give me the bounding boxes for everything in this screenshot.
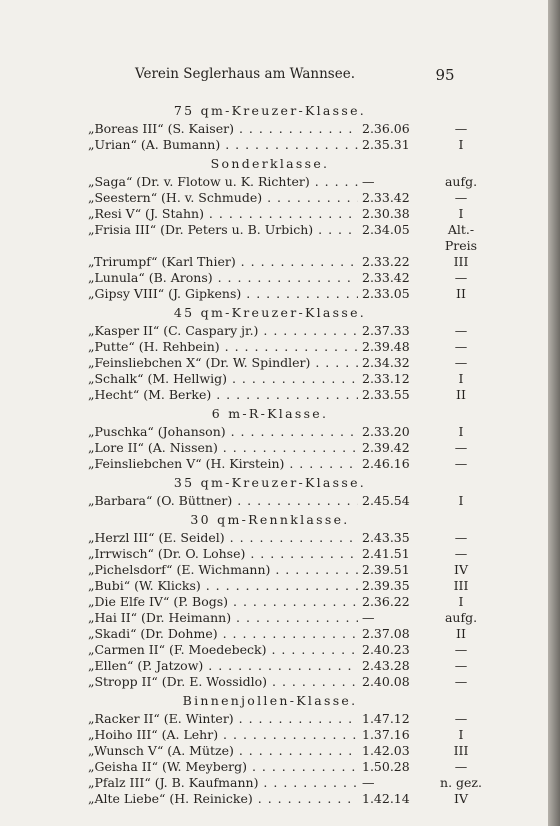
placing: —	[454, 456, 468, 471]
class-heading: 30 qm-Rennklasse.	[190, 512, 350, 527]
finish-time: 2.30.38	[360, 206, 426, 222]
boat-entry: „Herzl III“ (E. Seidel) . . .	[88, 530, 358, 546]
finish-time: 1.47.12	[360, 711, 426, 727]
finish-time: 2.39.48	[360, 339, 426, 355]
finish-time: 2.35.31	[360, 137, 426, 153]
page-number: 95	[435, 66, 455, 84]
result-row	[0, 578, 548, 594]
placing: —	[454, 323, 468, 338]
finish-time: 2.40.08	[360, 674, 426, 690]
placing: II	[456, 626, 466, 641]
boat-entry: „Lunula“ (B. Arons) . . .	[88, 270, 358, 286]
result-row	[0, 674, 548, 690]
result-row	[0, 440, 548, 456]
placing: I	[458, 727, 464, 742]
boat-entry: „Seestern“ (H. v. Schmude) . . .	[88, 190, 358, 206]
placing: n. gez.	[440, 775, 482, 790]
result-row	[0, 594, 548, 610]
boat-entry: „Ellen“ (P. Jatzow) . . .	[88, 658, 358, 674]
placing: —	[454, 546, 468, 561]
result-row	[0, 254, 548, 270]
result-row	[0, 424, 548, 440]
result-row	[0, 387, 548, 403]
finish-time: 2.43.28	[360, 658, 426, 674]
boat-entry: „Gipsy VIII“ (J. Gipkens) . . .	[88, 286, 358, 302]
finish-time: —	[360, 174, 426, 190]
placing: II	[456, 387, 466, 402]
result-row	[0, 339, 548, 355]
boat-entry: „Frisia III“ (Dr. Peters u. B. Urbich) . . .	[88, 222, 358, 238]
results-list	[0, 100, 548, 807]
boat-entry: „Barbara“ (O. Büttner) . . .	[88, 493, 358, 509]
result-row	[0, 727, 548, 743]
boat-entry: „Lore II“ (A. Nissen) . . .	[88, 440, 358, 456]
boat-entry: „Resi V“ (J. Stahn) . . .	[88, 206, 358, 222]
boat-entry: „Pichelsdorf“ (E. Wichmann) . . .	[88, 562, 358, 578]
result-row	[0, 775, 548, 791]
running-header: Verein Seglerhaus am Wannsee.	[134, 66, 356, 82]
result-row	[0, 610, 548, 626]
result-row	[0, 791, 548, 807]
boat-entry: „Racker II“ (E. Winter) . . .	[88, 711, 358, 727]
placing: —	[454, 355, 468, 370]
result-row	[0, 456, 548, 472]
boat-entry: „Geisha II“ (W. Meyberg) . . .	[88, 759, 358, 775]
boat-entry: „Hai II“ (Dr. Heimann) . . .	[88, 610, 358, 626]
finish-time: —	[360, 610, 426, 626]
placing: I	[458, 424, 464, 439]
finish-time: 1.50.28	[360, 759, 426, 775]
result-row	[0, 121, 548, 137]
class-heading: 45 qm-Kreuzer-Klasse.	[173, 305, 367, 320]
finish-time: —	[360, 775, 426, 791]
result-row	[0, 530, 548, 546]
placing: III	[453, 578, 469, 593]
boat-entry: „Kasper II“ (C. Caspary jr.) . . .	[88, 323, 358, 339]
placing: I	[458, 206, 464, 221]
result-row	[0, 286, 548, 302]
placing: III	[453, 743, 469, 758]
result-row	[0, 137, 548, 153]
result-row	[0, 270, 548, 286]
result-row	[0, 206, 548, 222]
boat-entry: „Skadi“ (Dr. Dohme) . . .	[88, 626, 358, 642]
placing: —	[454, 711, 468, 726]
finish-time: 2.39.35	[360, 578, 426, 594]
boat-entry: „Boreas III“ (S. Kaiser) . . .	[88, 121, 358, 137]
result-row	[0, 371, 548, 387]
class-heading: 35 qm-Kreuzer-Klasse.	[173, 475, 367, 490]
finish-time: 2.34.32	[360, 355, 426, 371]
result-row	[0, 711, 548, 727]
finish-time: 2.33.22	[360, 254, 426, 270]
finish-time: 2.41.51	[360, 546, 426, 562]
finish-time: 1.42.14	[360, 791, 426, 807]
placing: —	[454, 530, 468, 545]
placing: Alt.-	[447, 222, 475, 237]
placing: —	[454, 190, 468, 205]
boat-entry: „Hecht“ (M. Berke) . . .	[88, 387, 358, 403]
placing: aufg.	[444, 174, 478, 189]
placing: I	[458, 371, 464, 386]
result-row	[0, 626, 548, 642]
result-row	[0, 562, 548, 578]
placing: —	[454, 658, 468, 673]
boat-entry: „Irrwisch“ (Dr. O. Lohse) . . .	[88, 546, 358, 562]
placing: II	[456, 286, 466, 301]
finish-time: 2.36.22	[360, 594, 426, 610]
placing: III	[453, 254, 469, 269]
finish-time: 2.40.23	[360, 642, 426, 658]
finish-time: 2.37.33	[360, 323, 426, 339]
boat-entry: „Saga“ (Dr. v. Flotow u. K. Richter) . . .	[88, 174, 358, 190]
finish-time: 2.34.05	[360, 222, 426, 238]
class-heading: Sonderklasse.	[210, 156, 330, 171]
result-row	[0, 642, 548, 658]
placing: —	[454, 674, 468, 689]
boat-entry: „Schalk“ (M. Hellwig) . . .	[88, 371, 358, 387]
finish-time: 2.39.51	[360, 562, 426, 578]
placing: —	[454, 440, 468, 455]
finish-time: 2.37.08	[360, 626, 426, 642]
result-row	[0, 323, 548, 339]
finish-time: 2.39.42	[360, 440, 426, 456]
finish-time: 2.33.12	[360, 371, 426, 387]
boat-entry: „Trirumpf“ (Karl Thier) . . .	[88, 254, 358, 270]
finish-time: 2.33.05	[360, 286, 426, 302]
placing: IV	[454, 562, 468, 577]
boat-entry: „Puschka“ (Johanson) . . .	[88, 424, 358, 440]
placing: —	[454, 121, 468, 136]
placing: I	[458, 493, 464, 508]
finish-time: 2.46.16	[360, 456, 426, 472]
finish-time: 2.45.54	[360, 493, 426, 509]
boat-entry: „Die Elfe IV“ (P. Bogs) . . .	[88, 594, 358, 610]
finish-time: 2.33.42	[360, 190, 426, 206]
result-row	[0, 658, 548, 674]
boat-entry: „Urian“ (A. Bumann) . . .	[88, 137, 358, 153]
placing: I	[458, 594, 464, 609]
finish-time: 1.42.03	[360, 743, 426, 759]
result-row	[0, 759, 548, 775]
boat-entry: „Alte Liebe“ (H. Reinicke) . . .	[88, 791, 358, 807]
result-row	[0, 546, 548, 562]
page-edge-shadow	[548, 0, 560, 826]
result-row	[0, 174, 548, 190]
result-row	[0, 743, 548, 759]
class-heading: 75 qm-Kreuzer-Klasse.	[173, 103, 367, 118]
result-row	[0, 493, 548, 509]
boat-entry: „Feinsliebchen V“ (H. Kirstein) . . .	[88, 456, 358, 472]
placing: aufg.	[444, 610, 478, 625]
boat-entry: „Stropp II“ (Dr. E. Wossidlo) . . .	[88, 674, 358, 690]
placing-continued: Preis	[444, 238, 478, 253]
placing: I	[458, 137, 464, 152]
placing: —	[454, 339, 468, 354]
finish-time: 2.33.20	[360, 424, 426, 440]
boat-entry: „Feinsliebchen X“ (Dr. W. Spindler) . . .	[88, 355, 358, 371]
boat-entry: „Carmen II“ (F. Moedebeck) . . .	[88, 642, 358, 658]
finish-time: 1.37.16	[360, 727, 426, 743]
class-heading: Binnenjollen-Klasse.	[182, 693, 358, 708]
finish-time: 2.43.35	[360, 530, 426, 546]
result-row	[0, 190, 548, 206]
placing: IV	[454, 791, 468, 806]
class-heading: 6 m-R-Klasse.	[211, 406, 329, 421]
placing: —	[454, 759, 468, 774]
boat-entry: „Putte“ (H. Rehbein) . . .	[88, 339, 358, 355]
result-row	[0, 222, 548, 254]
boat-entry: „Hoiho III“ (A. Lehr) . . .	[88, 727, 358, 743]
finish-time: 2.33.42	[360, 270, 426, 286]
placing: —	[454, 270, 468, 285]
boat-entry: „Pfalz III“ (J. B. Kaufmann) . . .	[88, 775, 358, 791]
boat-entry: „Wunsch V“ (A. Mütze) . . .	[88, 743, 358, 759]
result-row	[0, 355, 548, 371]
boat-entry: „Bubi“ (W. Klicks) . . .	[88, 578, 358, 594]
finish-time: 2.33.55	[360, 387, 426, 403]
placing: —	[454, 642, 468, 657]
finish-time: 2.36.06	[360, 121, 426, 137]
